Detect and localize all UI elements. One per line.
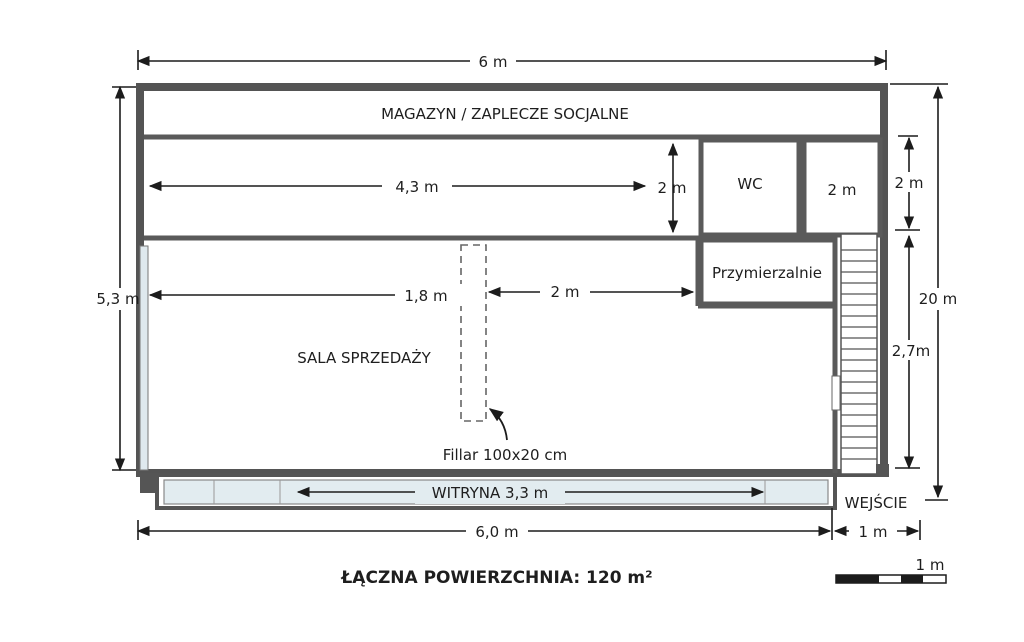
pillar-pointer: [490, 409, 507, 440]
side-window: [140, 246, 148, 470]
corridor-depth-label: 2 m: [657, 179, 687, 197]
top-width-label: 6 m: [478, 53, 508, 71]
display-window-label: WITRYNA 3,3 m: [431, 484, 549, 502]
total-area-label: ŁĄCZNA POWIERZCHNIA: 120 m²: [341, 568, 653, 588]
pillar: [461, 245, 486, 421]
storage-label: MAGAZYN / ZAPLECZE SOCJALNE: [381, 105, 629, 123]
entrance-post: [876, 464, 889, 477]
right-upper-label: 2 m: [894, 174, 924, 192]
left-height-label: 5,3 m: [96, 290, 140, 308]
entrance-width-label: 1 m: [858, 523, 888, 541]
bottom-width-label: 6,0 m: [475, 523, 519, 541]
right-total-label: 20 m: [918, 290, 958, 308]
scale-bar: [836, 575, 946, 583]
stair-door: [832, 376, 840, 410]
fitting-label: Przymierzalnie: [711, 264, 823, 282]
small-room-label: 2 m: [827, 181, 857, 199]
wc-label: WC: [737, 175, 763, 193]
right-lower-label: 2,7m: [891, 342, 931, 360]
sales-floor-label: SALA SPRZEDAŻY: [297, 349, 431, 367]
corridor-length-label: 4,3 m: [395, 178, 439, 196]
stairs: [841, 234, 877, 474]
pillar-note: Fillar 100x20 cm: [442, 446, 568, 464]
entrance-label: WEJŚCIE: [844, 494, 908, 512]
pillar-left-label: 1,8 m: [404, 287, 448, 305]
scale-label: 1 m: [915, 556, 945, 574]
pillar-right-label: 2 m: [550, 283, 580, 301]
dimension-lines: [112, 50, 948, 540]
